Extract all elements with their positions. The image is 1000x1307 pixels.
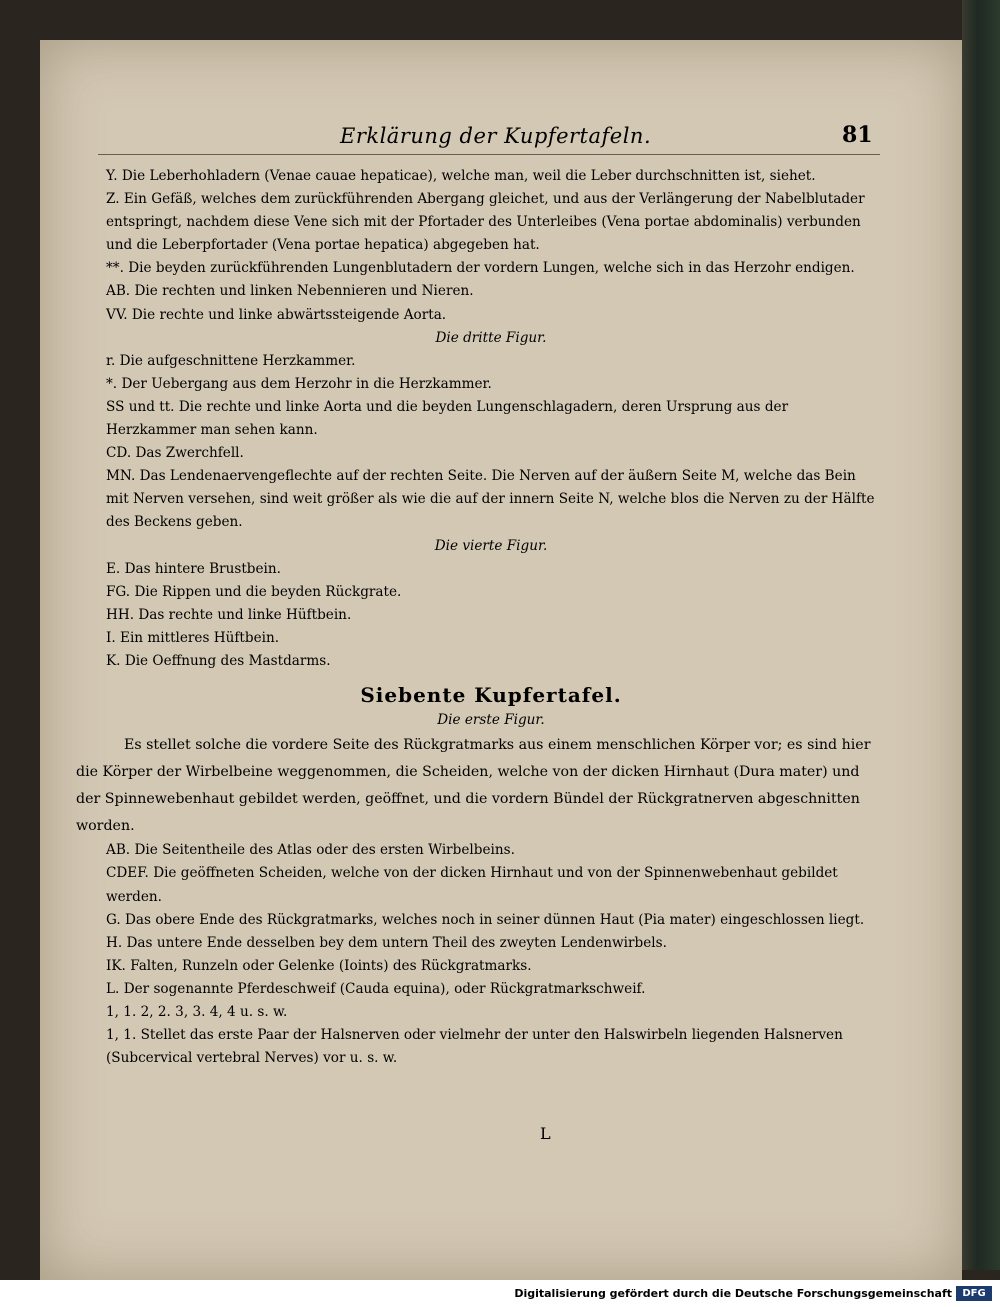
heading-third-figure: Die dritte Figur. (435, 329, 547, 346)
heading-fourth-figure: Die vierte Figur. (434, 537, 548, 554)
entry-ss-tt (106, 396, 876, 442)
entry-text: 2, 2. 3, 3. 4, 4 u. s. w. (140, 1004, 288, 1020)
entry-text: Die geöffneten Scheiden, welche von der dicken Hirnhaut und von der Spinnenwebenhaut gebildet werden. (106, 865, 838, 905)
entry-cd (106, 442, 876, 465)
heading-first-figure: Die erste Figur. (437, 712, 545, 729)
entry-i (106, 627, 876, 650)
entry-star (106, 373, 876, 396)
entry-text: Die Oeffnung des Mastdarms. (124, 652, 331, 669)
entry-text: Die Leberhohladern (Venae cauae hepaticae), welche man, weil die Leber durchschnitten ist, siehet. (121, 168, 816, 184)
entry-key: IK. (106, 957, 126, 974)
entry-text: Das untere Ende desselben bey dem untern Theil des zweyten Lendenwirbels. (126, 934, 667, 951)
body-paragraph: Es stellet solche die vordere Seite des Rückgratmarks aus einem menschlichen Körper vor; es sind hier die Körper der Wirbelbeine weggenommen, die Scheiden, welche von der dicken Hirnhaut (Dura mater) und der Spinnewebenhaut gebildet werden, geöffnet, und die vordern Bündel der Rückgratnerven abgeschnitten worden. (76, 737, 871, 834)
entry-text: Das Zwerchfell. (135, 445, 244, 462)
page-number: 81 (842, 122, 873, 148)
entry-key: HH. (106, 606, 135, 623)
entry-key: I. (106, 629, 116, 646)
entry-cdef (106, 862, 876, 908)
entry-key: 1, 1. (106, 1027, 137, 1044)
entry-text: Die aufgeschnittene Herzkammer. (119, 352, 356, 369)
entry-fg (106, 581, 876, 604)
book-binding (962, 0, 1000, 1270)
entry-star-star (106, 257, 876, 280)
entry-vv (106, 304, 876, 327)
entry-key: *. (106, 375, 118, 392)
signature-mark: L (540, 1124, 551, 1143)
footer-credit: Digitalisierung gefördert durch die Deutsche Forschungsgemeinschaft (514, 1287, 952, 1300)
dfg-logo: DFG (956, 1286, 992, 1301)
entry-text: Das Lendenaervengeflechte auf der rechten Seite. Die Nerven auf der äußern Seite M, welche das Bein mit Nerven versehen, sind weit größer als wie die auf der innern Seite N, welche blos die Nerven zu der Hälfte des Beckens geben. (106, 468, 875, 531)
entry-text: Das hintere Brustbein. (124, 560, 281, 577)
entry-text: Die rechte und linke abwärtssteigende Aorta. (131, 306, 447, 323)
entry-ab-2 (106, 839, 876, 862)
entry-key: CDEF. (106, 865, 149, 882)
entry-k (106, 650, 876, 673)
entry-text: Die rechte und linke Aorta und die beyden Lungenschlagadern, deren Ursprung aus der Herzkammer man sehen kann. (106, 398, 789, 439)
entry-text: Der Uebergang aus dem Herzohr in die Herzkammer. (121, 375, 492, 392)
entry-key: CD. (106, 445, 132, 462)
section-title: Siebente Kupfertafel. (360, 683, 622, 708)
entry-text: Ein mittleres Hüftbein. (120, 629, 280, 646)
entry-key: G. (106, 911, 121, 928)
entry-key: VV. (106, 306, 128, 323)
entry-key: L. (106, 980, 120, 997)
entry-key: **. (106, 260, 124, 277)
entry-text: Die Seitentheile des Atlas oder des ersten Wirbelbeins. (134, 842, 515, 859)
entry-key: Y. (106, 168, 118, 184)
entry-key: AB. (106, 283, 131, 300)
entry-key: MN. (106, 468, 136, 485)
entry-key: H. (106, 934, 123, 951)
entry-ab (106, 280, 876, 303)
entry-ik (106, 955, 876, 978)
entry-z (106, 188, 876, 257)
entry-text: Die Rippen und die beyden Rückgrate. (134, 583, 402, 600)
entry-text: Ein Gefäß, welches dem zurückführenden Abergang gleichet, und aus der Verlängerung der Nabelblutader entspringt, nachdem diese Vene sich mit der Pfortader des Unterleibes (Vena portae abdominalis) verbunden und die Leberpfortader (Vena portae hepatica) abgegeben hat. (106, 191, 865, 254)
entry-l (106, 978, 876, 1001)
entry-key: SS und tt. (106, 398, 175, 415)
entry-text: Das obere Ende des Rückgratmarks, welches noch in seiner dünnen Haut (Pia mater) eingeschlossen liegt. (125, 911, 865, 928)
entry-1-1 (106, 1024, 876, 1070)
entry-key: FG. (106, 583, 131, 600)
header-rule (98, 154, 880, 155)
entry-mn (106, 465, 876, 534)
entry-key: Z. (106, 191, 120, 208)
entry-text: Stellet das erste Paar der Halsnerven oder vielmehr der unter den Halswirbeln liegenden Halsnerven (Subcervical vertebral Nerves) vor u. s. w. (106, 1027, 843, 1067)
page-content (76, 165, 876, 1070)
entry-key: E. (106, 560, 121, 577)
entry-text: Die rechten und linken Nebennieren und Nieren. (134, 283, 474, 300)
entry-text: Das rechte und linke Hüftbein. (138, 606, 352, 623)
entry-key: r. (106, 352, 116, 369)
entry-g (106, 909, 876, 932)
entry-y (106, 165, 876, 188)
entry-text: Die beyden zurückführenden Lungenblutadern der vordern Lungen, welche sich in das Herzohr endigen. (128, 260, 855, 277)
entry-key: K. (106, 652, 121, 669)
running-header: Erklärung der Kupfertafeln. (340, 124, 652, 148)
entry-r (106, 350, 876, 373)
entry-e (106, 558, 876, 581)
entry-text: Der sogenannte Pferdeschweif (Cauda equina), oder Rückgratmarkschweif. (123, 980, 646, 997)
entry-text: Falten, Runzeln oder Gelenke (Ioints) des Rückgratmarks. (130, 957, 532, 974)
entry-h (106, 932, 876, 955)
entry-hh (106, 604, 876, 627)
entry-key: AB. (106, 842, 131, 859)
entry-numbers (106, 1001, 876, 1024)
entry-key: 1, 1. (106, 1004, 137, 1020)
